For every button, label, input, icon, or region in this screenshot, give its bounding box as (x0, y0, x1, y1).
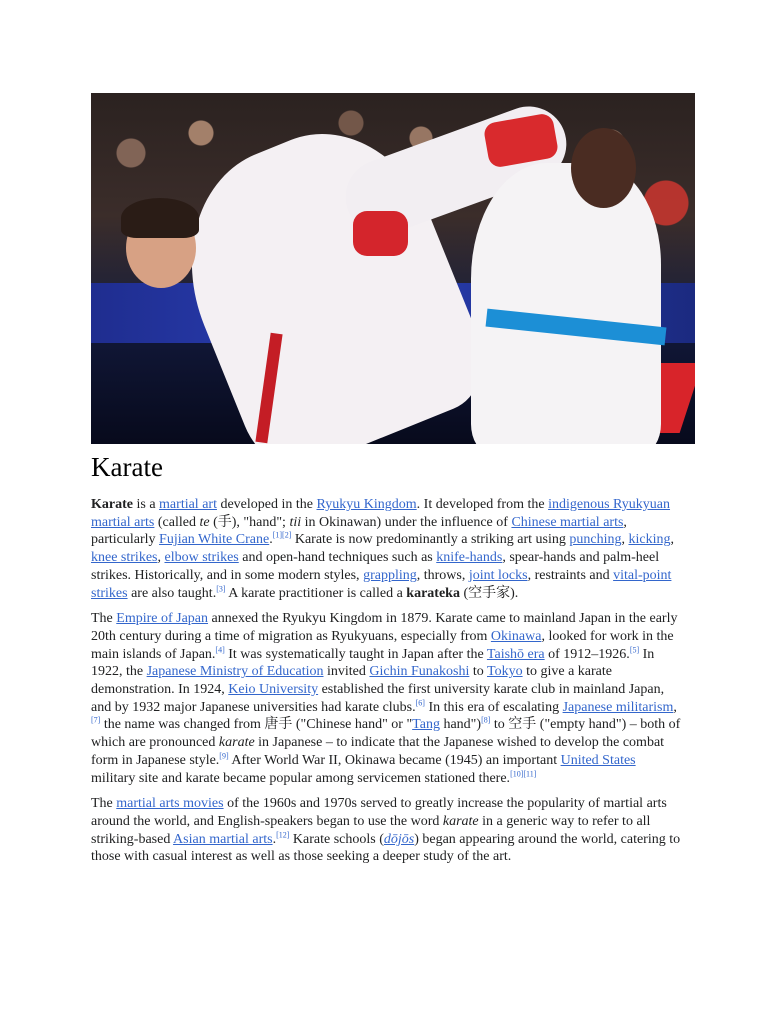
photo-fighter-left-hair (121, 198, 199, 238)
italic-tii: tii (289, 514, 302, 530)
bold-term-karate: Karate (91, 497, 133, 512)
link-empire-of-japan[interactable]: Empire of Japan (116, 611, 209, 627)
link-indigenous-ryukyuan-martial-arts[interactable]: indigenous Ryukyuan martial arts (91, 497, 671, 530)
link-tang[interactable]: Tang (412, 717, 440, 733)
citation-8[interactable]: [8] (481, 715, 491, 725)
link-ryukyu-kingdom[interactable]: Ryukyu Kingdom (316, 497, 417, 512)
link-gichin-funakoshi[interactable]: Gichin Funakoshi (369, 664, 470, 680)
citation-9[interactable]: [9] (219, 751, 229, 761)
karate-photo[interactable] (91, 93, 695, 444)
link-japanese-ministry-of-education[interactable]: Japanese Ministry of Education (146, 664, 324, 680)
link-knee-strikes[interactable]: knee strikes (91, 550, 158, 566)
link-dojos[interactable]: dōjōs (383, 831, 415, 847)
italic-karate-generic: karate (442, 813, 479, 829)
link-taisho-era[interactable]: Taishō era (486, 646, 545, 662)
link-chinese-martial-arts[interactable]: Chinese martial arts (511, 514, 624, 530)
bold-term-karateka: karateka (406, 585, 460, 601)
photo-fighter-right (471, 163, 661, 444)
article-body (91, 496, 681, 874)
citation-4[interactable]: [4] (215, 644, 225, 654)
link-joint-locks[interactable]: joint locks (468, 567, 528, 583)
italic-karate: karate (218, 735, 255, 751)
citation-10-11[interactable]: [10][11] (510, 768, 537, 778)
link-knife-hands[interactable]: knife-hands (436, 550, 503, 566)
citation-12[interactable]: [12] (276, 830, 290, 839)
link-fujian-white-crane[interactable]: Fujian White Crane (159, 532, 270, 548)
link-elbow-strikes[interactable]: elbow strikes (164, 550, 239, 566)
link-martial-art[interactable]: martial art (159, 497, 217, 512)
link-punching[interactable]: punching (569, 532, 622, 548)
paragraph-2: The Empire of Japan annexed the Ryukyu Kingdom in 1879. Karate came to mainland Japan in the early 20th century during a time of migration as Ryukyuans, especially from Okinawa, looked for work in the main islands of Japan.[4] It was systematically taught in Japan after the Taishō era of 1912–1926.[5] In 1922, the Japanese Ministry of Education invited Gichin Funakoshi to Tokyo to give a karate demonstration. In 1924, Keio University established the first university karate club in mainland Japan, and by 1932 major Japanese universities had karate clubs.[6] In this era of escalating Japanese militarism,[7] the name was changed from 唐手 ("Chinese hand" or "Tang hand")[8] to 空手 ("empty hand") – both of which are pronounced karate in Japanese – to indicate that the Japanese wished to develop the combat form in Japanese style.[9] After World War II, Okinawa became (1945) an important United States military site and karate became popular among servicemen stationed there.[10][11] (91, 611, 681, 786)
citation-1-2[interactable]: [1][2] (272, 530, 292, 540)
photo-fighter-right-head (571, 128, 636, 208)
link-vital-point-strikes[interactable]: vital-point strikes (91, 567, 672, 601)
link-japanese-militarism[interactable]: Japanese militarism (562, 699, 674, 715)
link-united-states[interactable]: United States (560, 752, 636, 768)
link-grappling[interactable]: grappling (363, 567, 417, 583)
paragraph-3: The martial arts movies of the 1960s and 1970s served to greatly increase the popularity of martial arts around the world, and English-speakers began to use the word karate in a generic way to refer to all striking-based Asian martial arts.[12] Karate schools (dōjōs) began appearing around the world, catering to those with casual interest as well as those seeking a deeper study of the art. (91, 796, 681, 865)
link-keio-university[interactable]: Keio University (228, 682, 319, 698)
paragraph-1: Karate is a martial art developed in the Ryukyu Kingdom. It developed from the indigenous Ryukyuan martial arts (called te (手), "hand"; tii in Okinawan) under the influence of Chinese martial arts, particularly Fujian White Crane.[1][2] Karate is now predominantly a striking art using punching, kicking, knee strikes, elbow strikes and open-hand techniques such as knife-hands, spear-hands and palm-heel strikes. Historically, and in some modern styles, grappling, throws, joint locks, restraints and vital-point strikes are also taught.[3] A karate practitioner is called a karateka (空手家). (91, 497, 674, 601)
citation-7[interactable]: [7] (91, 715, 101, 725)
page-title: Karate (91, 452, 163, 482)
citation-5[interactable]: [5] (629, 644, 640, 654)
citation-3[interactable]: [3] (216, 583, 226, 593)
link-okinawa[interactable]: Okinawa (490, 628, 542, 644)
link-martial-arts-movies[interactable]: martial arts movies (116, 796, 224, 812)
link-kicking[interactable]: kicking (628, 532, 671, 548)
photo-red-glove (353, 211, 408, 256)
italic-te: te (199, 514, 210, 530)
citation-6[interactable]: [6] (415, 698, 425, 708)
link-asian-martial-arts[interactable]: Asian martial arts (173, 831, 273, 847)
link-tokyo[interactable]: Tokyo (487, 664, 523, 680)
